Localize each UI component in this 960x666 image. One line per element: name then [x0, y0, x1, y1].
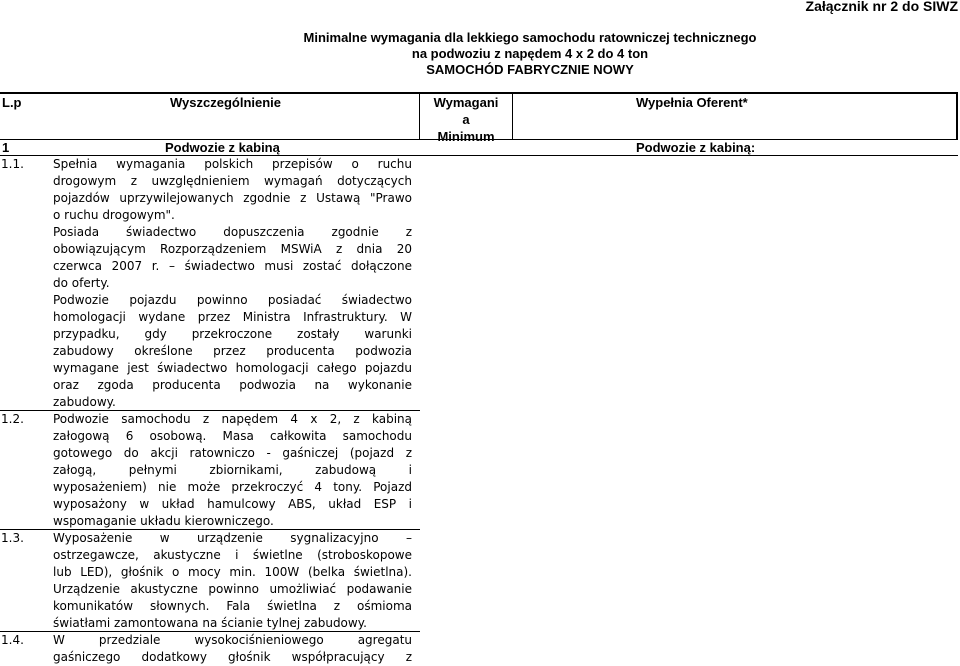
item-description-line: przypadku, gdy przekroczone zostały warunki: [53, 327, 412, 341]
item-description: [53, 156, 412, 411]
item-description-line: Posiada świadectwo dopuszczenia zgodnie z: [53, 225, 412, 239]
header-requirements: Wymagani a Minimum: [433, 95, 499, 144]
item-description-line: gotowego do akcji ratowniczo - gaśniczej (pojazd z: [53, 446, 412, 460]
item-description-line: Podwozie pojazdu powinno posiadać świadectwo: [53, 293, 412, 307]
item-description-line: Wyposażenie w urządzenie sygnalizacyjno –: [53, 531, 412, 545]
item-description-line: czerwca 2007 r. – świadectwo musi zostać dołączone: [53, 259, 412, 273]
item-description-line: Urządzenie akustyczne powinno umożliwiać podawanie: [53, 582, 412, 596]
item-description-line: gaśniczego dodatkowy głośnik współpracujący z: [53, 650, 412, 664]
item-description-line: Spełnia wymagania polskich przepisów o ruchu: [53, 157, 412, 171]
item-description-line: wymagane jest świadectwo homologacji całego pojazdu: [53, 361, 412, 375]
item-description-line: Podwozie samochodu z napędem 4 x 2, z kabiną: [53, 412, 412, 426]
item-description-line: zabudowy.: [53, 395, 116, 409]
item-description: [53, 530, 412, 632]
document-title: [0, 30, 960, 78]
item-description-line: obowiązującym Rozporządzeniem MSWiA z dnia 20: [53, 242, 412, 256]
item-description-line: wyposażony w układ hamulcowy ABS, układ ESP i: [53, 497, 412, 511]
item-number: 1.2.: [1, 412, 24, 426]
item-description-line: o ruchu drogowym".: [53, 208, 175, 222]
item-description-line: światłami zamontowana na ścianie tylnej zabudowy.: [53, 616, 367, 630]
title-line-3: SAMOCHÓD FABRYCZNIE NOWY: [426, 62, 634, 77]
title-line-2: na podwoziu z napędem 4 x 2 do 4 ton: [411, 46, 649, 61]
item-description-line: zabudowy określone przez producenta podwozia: [53, 344, 412, 358]
item-description-line: homologacji wydane przez Ministra Infrastruktury. W: [53, 310, 412, 324]
item-description-line: oraz zgoda producenta podwozia na wykonanie: [53, 378, 412, 392]
item-description-line: do oferty.: [53, 276, 110, 290]
req-col-right-border: [512, 92, 513, 140]
item-number: 1.3.: [1, 531, 24, 545]
item-description-line: komunikatów słownych. Fala świetlna z ośmioma: [53, 599, 412, 613]
item-number: 1.4.: [1, 633, 24, 647]
attachment-label: Załącznik nr 2 do SIWZ: [805, 0, 958, 14]
item-description-line: załogową 6 osobową. Masa całkowita samochodu: [53, 429, 412, 443]
title-line-1: Minimalne wymagania dla lekkiego samochodu ratowniczej technicznego: [303, 30, 757, 45]
header-lp: L.p: [2, 95, 22, 110]
item-description-line: wyposażeniem) nie może przekroczyć 4 tony. Pojazd: [53, 480, 412, 494]
header-specification: Wyszczególnienie: [170, 95, 282, 110]
item-description-line: drogowym z uwzględnieniem wymagań dotyczących: [53, 174, 412, 188]
section-number: 1: [2, 140, 10, 155]
header-offer: Wypełnia Oferent*: [636, 95, 748, 110]
section-label: Podwozie z kabiną: [165, 140, 280, 155]
table-right-border: [956, 92, 958, 140]
section-right-label: Podwozie z kabiną:: [636, 140, 756, 155]
item-number: 1.1.: [1, 157, 24, 171]
item-description: [53, 411, 412, 530]
item-description-line: wspomaganie układu kierowniczego.: [53, 514, 274, 528]
item-description-line: W przedziale wysokociśnieniowego agregatu: [53, 633, 412, 647]
item-description-line: lub LED), głośnik o mocy min. 100W (belka świetlna).: [53, 565, 412, 579]
item-description-line: ostrzegawcze, akustyczne i świetlne (stroboskopowe: [53, 548, 412, 562]
item-description: [53, 632, 412, 666]
item-description-line: pojazdów uprzywilejowanych zgodnie z Ustawą "Prawo: [53, 191, 412, 205]
item-description-line: załogą, pełnymi zbiornikami, zabudową i: [53, 463, 412, 477]
